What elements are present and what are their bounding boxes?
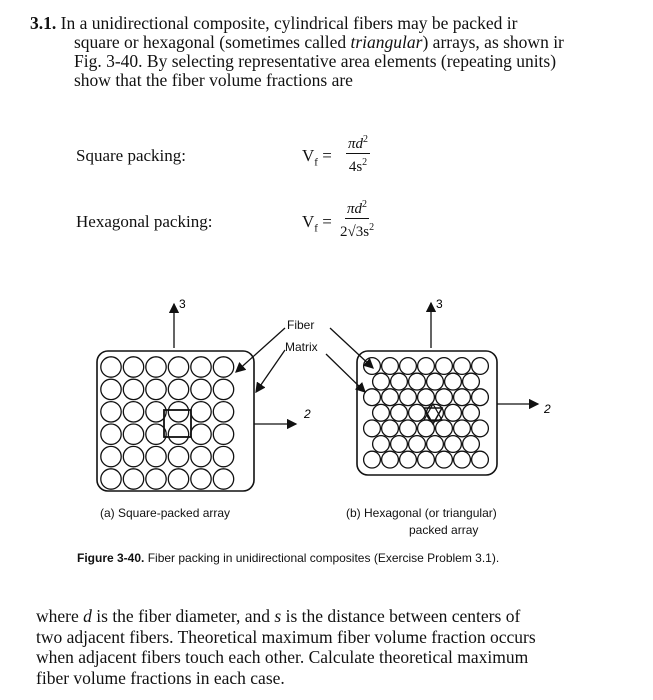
fiber-circle (364, 358, 381, 375)
fiber-circle (101, 469, 121, 489)
fiber-circle (146, 379, 166, 399)
fiber-circle (400, 451, 417, 468)
fiber-circle (168, 469, 188, 489)
hex-fraction: $\frac{\pi d^2}{2√3s^2}$ (340, 196, 374, 241)
fiber-circle (101, 446, 121, 466)
fiber-circle (213, 469, 233, 489)
hex-vf-symbol: $V_f$ = (302, 212, 332, 235)
matrix-leader-right (326, 354, 365, 392)
fiber-circle (123, 469, 143, 489)
fiber-circle (101, 424, 121, 444)
fiber-circle (436, 389, 453, 406)
fiber-circle (373, 373, 390, 390)
subcaption-a: (a) Square-packed array (100, 506, 231, 520)
problem-line-3: Fig. 3-40. By selecting representative area elements (repeating units) (74, 51, 557, 71)
fiber-label: Fiber (287, 318, 315, 332)
fiber-circle (454, 389, 471, 406)
fiber-circle (445, 436, 462, 453)
fiber-circle (400, 389, 417, 406)
fiber-circle (146, 446, 166, 466)
fiber-circle (101, 402, 121, 422)
fiber-circle (168, 402, 188, 422)
fiber-circle (418, 389, 435, 406)
fiber-circle (391, 436, 408, 453)
fiber-circle (123, 402, 143, 422)
figure-caption: Figure 3-40. Fiber packing in unidirectional composites (Exercise Problem 3.1). (77, 551, 500, 565)
matrix-label: Matrix (285, 340, 318, 354)
fiber-circle (382, 389, 399, 406)
fiber-circle (168, 424, 188, 444)
fiber-circle (463, 436, 480, 453)
fiber-circle (472, 358, 489, 375)
fiber-circle (391, 404, 408, 421)
fiber-circle (409, 436, 426, 453)
fiber-circle (123, 357, 143, 377)
fiber-circle (445, 404, 462, 421)
fiber-circle (427, 373, 444, 390)
fiber-circle (472, 451, 489, 468)
fiber-circle (463, 373, 480, 390)
fiber-circle (101, 379, 121, 399)
closing-line-4: fiber volume fractions in each case. (36, 667, 285, 688)
fiber-circle (123, 446, 143, 466)
fiber-circle (418, 358, 435, 375)
fiber-circle (191, 446, 211, 466)
fiber-circle (382, 358, 399, 375)
fiber-circle (213, 424, 233, 444)
fiber-circle (436, 451, 453, 468)
fiber-circle (191, 379, 211, 399)
fiber-circle (364, 451, 381, 468)
closing-line-3: when adjacent fibers touch each other. Calculate theoretical maximum (36, 647, 529, 667)
fiber-circle (472, 389, 489, 406)
problem-number: 3.1. (30, 13, 57, 33)
fiber-circle (191, 357, 211, 377)
fiber-circle (168, 446, 188, 466)
axis-2-left-label: 2 (304, 407, 311, 421)
fiber-circle (409, 404, 426, 421)
fiber-circle (213, 379, 233, 399)
square-fraction: $\frac{\pi d^2}{4s^2}$ (346, 131, 370, 176)
square-packing-label: Square packing: (76, 146, 186, 165)
fiber-circle (391, 373, 408, 390)
fiber-circle (123, 424, 143, 444)
matrix-leader-left (256, 350, 285, 392)
problem-line-1: 3.1. In a unidirectional composite, cylindrical fibers may be packed ir (30, 13, 518, 33)
fiber-circle (146, 357, 166, 377)
fiber-circle (373, 436, 390, 453)
fiber-circle (364, 389, 381, 406)
closing-paragraph (36, 606, 616, 688)
fiber-circle (101, 357, 121, 377)
fiber-circle (168, 357, 188, 377)
fiber-leader-left (236, 328, 285, 372)
fiber-circle (409, 373, 426, 390)
problem-line-2: square or hexagonal (sometimes called triangular) arrays, as shown ir (74, 32, 564, 52)
fiber-circle (400, 420, 417, 437)
square-vf-symbol: $V_f$ = (302, 146, 332, 169)
subcaption-b-line1: (b) Hexagonal (or triangular) (346, 506, 497, 520)
axis-3-left-label: 3 (179, 297, 186, 311)
axis-3-right-label: 3 (436, 297, 443, 311)
closing-line-2: two adjacent fibers. Theoretical maximum fiber volume fraction occurs (36, 626, 536, 647)
fiber-circle (213, 357, 233, 377)
fiber-circle (454, 358, 471, 375)
fiber-circle (146, 469, 166, 489)
axis-2-right-label: 2 (544, 402, 551, 416)
fiber-circle (191, 402, 211, 422)
fiber-circle (213, 446, 233, 466)
fiber-circle (445, 373, 462, 390)
fiber-circle (463, 404, 480, 421)
fiber-circle (373, 404, 390, 421)
fiber-circle (454, 451, 471, 468)
fiber-circle (168, 379, 188, 399)
fiber-circle (382, 451, 399, 468)
problem-line-4: show that the fiber volume fractions are (74, 70, 353, 90)
fiber-circle (427, 436, 444, 453)
fiber-circle (454, 420, 471, 437)
fiber-leader-right (330, 328, 373, 368)
fiber-circle (472, 420, 489, 437)
fiber-circle (213, 402, 233, 422)
fiber-circle (436, 358, 453, 375)
fiber-circle (123, 379, 143, 399)
fiber-circle (382, 420, 399, 437)
square-array-fibers (101, 357, 234, 489)
subcaption-b-line2: packed array (409, 523, 479, 537)
fiber-circle (191, 469, 211, 489)
fiber-circle (400, 358, 417, 375)
fiber-circle (418, 451, 435, 468)
closing-line-1: where d is the fiber diameter, and s is the distance between centers of (36, 606, 521, 626)
fiber-circle (364, 420, 381, 437)
fiber-circle (436, 420, 453, 437)
hexagonal-packing-label: Hexagonal packing: (76, 212, 213, 231)
fiber-circle (191, 424, 211, 444)
